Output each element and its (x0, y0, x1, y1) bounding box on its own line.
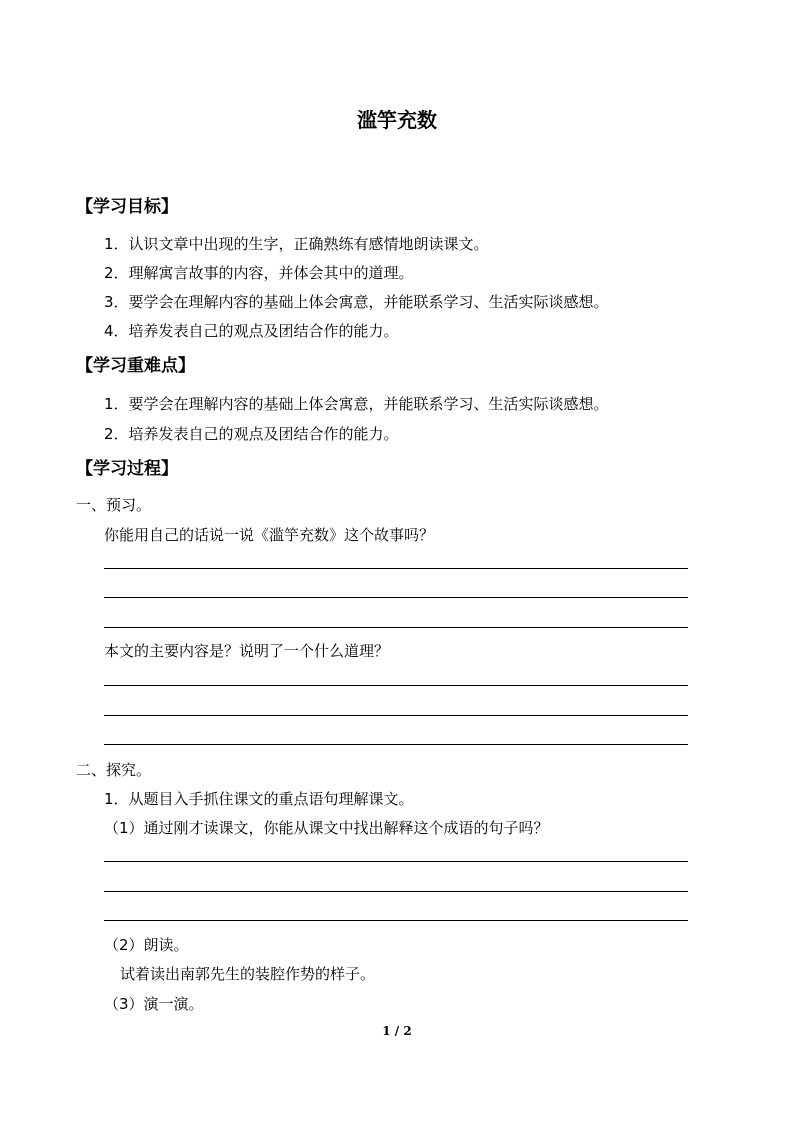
part2-sub-2: （2）朗读。 (104, 936, 189, 954)
part1-label: 一、预习。 (76, 496, 152, 514)
goal-item-4: 4．培养发表自己的观点及团结合作的能力。 (104, 322, 399, 340)
process-heading: 【学习过程】 (76, 459, 178, 479)
answer-line (104, 891, 688, 892)
part1-question-1: 你能用自己的话说一说《滥竽充数》这个故事吗？ (104, 526, 435, 544)
answer-line (104, 861, 688, 862)
part2-item-1: 1．从题目入手抓住课文的重点语句理解课文。 (104, 790, 414, 808)
goal-item-3: 3．要学会在理解内容的基础上体会寓意，并能联系学习、生活实际谈感想。 (104, 293, 609, 311)
part2-sub-3: （3）演一演。 (104, 995, 204, 1013)
answer-line (104, 685, 688, 686)
answer-line (104, 597, 688, 598)
key-points-heading: 【学习重难点】 (76, 356, 195, 376)
goals-heading: 【学习目标】 (76, 197, 178, 217)
part1-question-2: 本文的主要内容是？说明了一个什么道理？ (104, 642, 390, 660)
answer-line (104, 920, 688, 921)
goal-item-2: 2．理解寓言故事的内容，并体会其中的道理。 (104, 264, 414, 282)
page-title: 滥竽充数 (357, 108, 437, 132)
page-number: 1 / 2 (382, 1024, 412, 1038)
answer-line (104, 744, 688, 745)
answer-line (104, 627, 688, 628)
part2-sub-1: （1）通过刚才读课文，你能从课文中找出解释这个成语的句子吗？ (104, 819, 549, 837)
key-point-item-2: 2．培养发表自己的观点及团结合作的能力。 (104, 425, 399, 443)
part2-sub-2-text: 试着读出南郭先生的装腔作势的样子。 (120, 965, 376, 983)
goal-item-1: 1．认识文章中出现的生字，正确熟练有感情地朗读课文。 (104, 235, 489, 253)
answer-line (104, 568, 688, 569)
answer-line (104, 715, 688, 716)
part2-label: 二、探究。 (76, 761, 152, 779)
key-point-item-1: 1．要学会在理解内容的基础上体会寓意，并能联系学习、生活实际谈感想。 (104, 395, 609, 413)
